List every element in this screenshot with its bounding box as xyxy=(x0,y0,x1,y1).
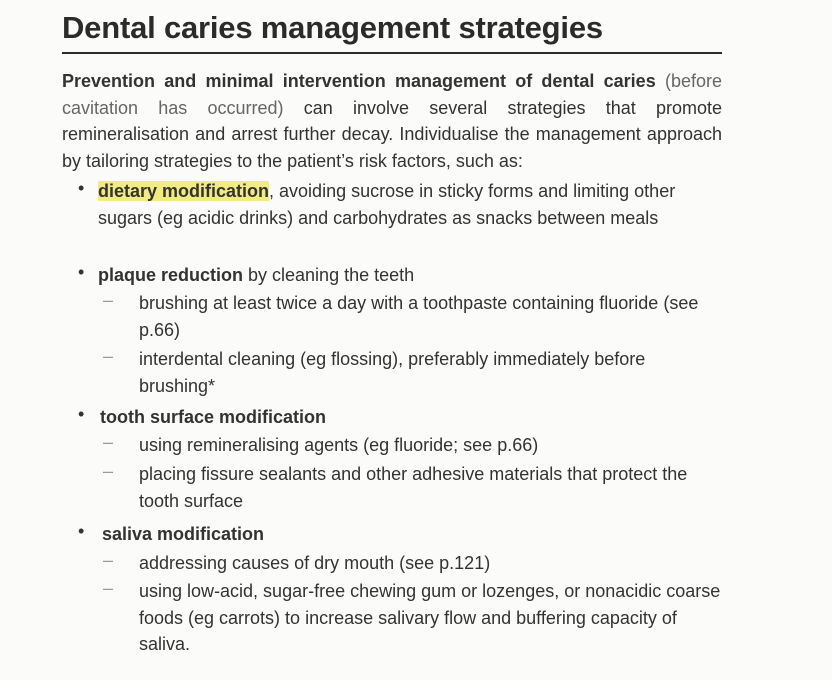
sub-item-chewing-gum: using low-acid, sugar-free chewing gum or lozenges, or nonacidic coarse foods (eg carrots) to increase salivary flow and buffering capacity of saliva. xyxy=(139,581,721,654)
intro-paragraph xyxy=(62,68,722,174)
list-item-saliva xyxy=(102,521,722,548)
list-item-dietary xyxy=(98,178,718,231)
list-item-plaque xyxy=(98,262,718,289)
dash-4-1: – xyxy=(103,550,114,570)
dash-3-1: – xyxy=(103,432,114,452)
dash-2-2: – xyxy=(103,346,114,366)
sub-item-dry-mouth: addressing causes of dry mouth (see p.121) xyxy=(139,553,491,573)
intro-bold-text: Prevention and minimal intervention management of dental caries xyxy=(62,71,656,91)
intro-parenthetical: (before cavitation has occurred) xyxy=(62,71,722,118)
list-item-plaque-heading: plaque reduction xyxy=(98,265,244,285)
list-item-tooth-surface xyxy=(100,404,720,431)
sub-item-remineralising: using remineralising agents (eg fluoride; see p.66) xyxy=(139,435,539,455)
bullet-3: • xyxy=(78,404,85,424)
list-item-dietary-text: , avoiding sucrose in sticky forms and limiting other sugars (eg acidic drinks) and carbohydrates as snacks between meals xyxy=(98,181,676,228)
intro-text: can involve several strategies that promote remineralisation and arrest further decay. Individualise the management approach by tailoring strategies to the patient’s risk factors, such as: xyxy=(62,97,722,171)
sub-item-fissure-sealants: placing fissure sealants and other adhesive materials that protect the tooth surface xyxy=(139,464,688,511)
list-item-saliva-heading: saliva modification xyxy=(102,524,265,544)
sub-item-interdental: interdental cleaning (eg flossing), preferably immediately before brushing* xyxy=(139,349,646,396)
bullet-4: • xyxy=(78,521,85,541)
sub-item-brushing: brushing at least twice a day with a toothpaste containing fluoride (see p.66) xyxy=(139,293,699,340)
list-item-plaque-text: by cleaning the teeth xyxy=(243,265,415,285)
list-item-tooth-surface-heading: tooth surface modification xyxy=(100,407,327,427)
bullet-2: • xyxy=(78,262,85,282)
dash-4-2: – xyxy=(103,578,114,598)
page-title: Dental caries management strategies xyxy=(62,10,722,54)
list-item-dietary-heading: dietary modification xyxy=(98,181,270,201)
dash-3-2: – xyxy=(103,461,114,481)
dash-2-1: – xyxy=(103,290,114,310)
bullet-1: • xyxy=(78,178,85,198)
